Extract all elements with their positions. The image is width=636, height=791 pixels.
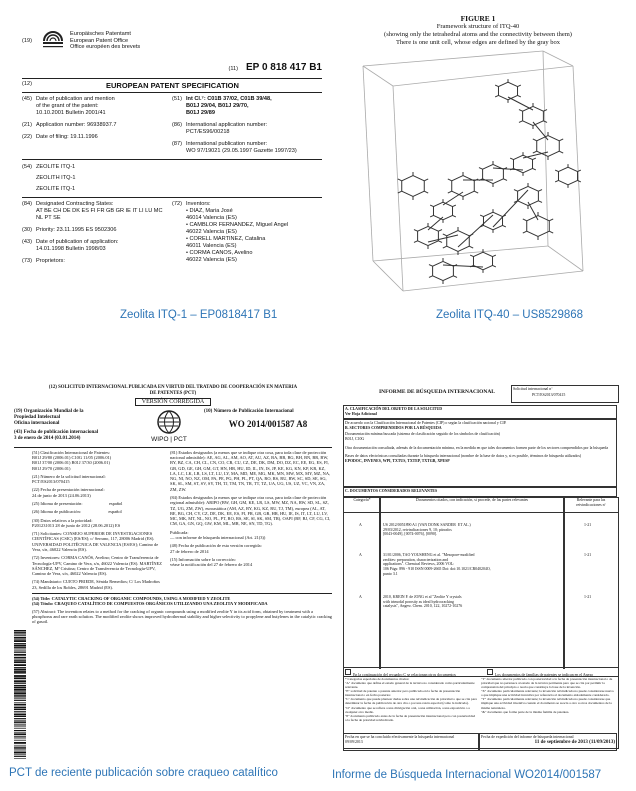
pct-publication-document — [14, 385, 332, 765]
ep-field-84: (84) Designated Contracting States: AT BE CH DE DK ES FI FR GB GR IE IT LI LU MC NL PT SE — [22, 200, 163, 221]
title-de: ZEOLITH ITQ-1 — [36, 174, 76, 181]
caption-pct: PCT de reciente publicación sobre craqueo catalítico — [9, 767, 278, 779]
isr-appnum-box: Solicitud internacional nº PCT/ES2013/070415 — [511, 385, 619, 403]
title-fr: ZEOLITE ITQ-1 — [36, 185, 76, 192]
ep-field-73: (73) Proprietors: — [22, 257, 65, 264]
pct-title-es: (54) Título: CRAQUEO CATALÍTICO DE COMPUESTOS ORGÁNICOS UTILIZANDO UNA ZEOLITA Y MODIFICADA — [32, 601, 268, 607]
pct-fields-right: (81) Estados designados (a menos que se indique otra cosa, para toda clase de protección nacional admisible): AE, AG, AL, AM, AO, AT, AU, AZ, BA, BB, BG, BH, BN, BR, BW, BY, BZ, CA, CH, CL, CN, CO, CR, CU, CZ, DE, DK, DM, DO, DZ, EC, EE, EG, ES, FI, GB, GD, GE, GH, GM, GT, HN, HR, HU, ID, IL, IN, IS, JP, KE, KG, KN, KP, KR, KZ, LA, LC, LK, LR, LS, LT, LU, LY, MA, MD, ME, MG, MK, MN, MW, MX, MY, MZ, NA, NG, NI, NO, NZ, OM, PA, PE, PG, PH, PL, PT, QA, RO, RS, RU, RW, SC, SD, SE, SG, SK, SL, SM, ST, SV, SY, TH, TJ, TM, TN, TR, TT, TZ, UA, UG, US, UZ, VC, VN, ZA, ZM, ZW. (84) Estados designados (a menos que se indique otra cosa, para toda clase de protección regional admisible): ARIPO (BW, GH, GM, KE, LR, LS, MW, MZ, NA, RW, SD, SL, SZ, TZ, UG, ZM, ZW), euroasiática (AM, AZ, BY, KG, KZ, RU, TJ, TM), europea (AL, AT, BE, BG, CH, CY, CZ, DE, DK, EE, ES, FI, FR, GB, GR, HR, HU, IE, IS, IT, LT, LU, LV, MC, MK, MT, NL, NO, PL, PT, RO, RS, SE, SI, SK, SM, TR), OAPI (BF, BJ, CF, CG, CI, CM, GA, GN, GQ, GW, KM, ML, MR, NE, SN, TD, TG). Publicada: — con informe de búsqueda internacional (Art. 21(3)) (48) Fecha de publicación de esta versión corregida: 27 de febrero de 2014 (15) Información sobre la corrección: véase la notificación del 27 de febrero de 2014 — [170, 449, 331, 568]
itq40-figure — [333, 14, 623, 304]
th-relevant: Relevante para las reivindicaciones nº — [563, 497, 619, 513]
figure-subtitle: Framework structure of ITQ-40 (showing only the tetrahedral atoms and the connectivity between them) There is one unit cell, whose edges are defined by the gray box — [384, 23, 572, 46]
ep-patent-number: EP 0 818 417 B1 — [246, 62, 322, 73]
office-line-en: European Patent Office — [70, 37, 129, 44]
corrected-version-badge: VERSIÓN CORREGIDA — [135, 398, 212, 406]
ep-field-72: (72) Inventors: • DIAZ, Maria José 46014 Valencia (ES) • CAMBLOR FERNANDEZ, Miguel Angel 46022 Valencia (ES) • CORELL MARTINEZ, Catalina 46011 Valencia (ES) • CORMA CANOS, Avelino 46022 Valencia (ES) — [172, 200, 289, 263]
ep-code-12: (12) — [22, 80, 32, 87]
caption-us: Zeolita ITQ-40 – US8529868 — [436, 309, 584, 321]
isr-categories-left: * Categorías especiales de documentos citados: "A" documento que define el estado general de la técnica no considerado como particularmente relevante. "E" solicitud de patente o patente anterior pero publicada en la fecha de presentación internacional o en fecha posterior. "L" documento que puede plantear dudas sobre una reivindicación de prioridad o que se cita para determinar la fecha de publicación de otra cita o por una razón especial (como la indicada). "O" documento que se refiere a una divulgación oral, a una utilización, a una exposición o a cualquier otro medio. "P" documento publicado antes de la fecha de presentación internacional pero con posterioridad a la fecha de prioridad reivindicada. — [345, 677, 477, 722]
ep-office-names — [70, 31, 140, 52]
continuation-checkbox — [345, 669, 351, 675]
pct-abstract: (57) Abstract: The invention relates to a method for the cracking of organic compounds using a modified zeolite Y in its acid form, obtained by treatment with a phosphorus and rare earth solution. The modified zeolite shows improved hydrothermal stability and higher selectivity to propylene and butylenes in the catalytic cracking of gasoil. — [32, 608, 332, 625]
ep-field-87: (87) International publication number: WO 97/19021 (29.05.1997 Gazette 1997/23) — [172, 140, 297, 154]
ep-field-30: (30) Priority: 23.11.1995 ES 9502306 — [22, 226, 117, 233]
office-line-de: Europäisches Patentamt — [70, 30, 131, 37]
th-documents: Documentos citados, con indicación, si procede, de las partes relevantes — [379, 497, 565, 513]
ep-field-22: (22) Date of filing: 19.11.1996 — [22, 133, 98, 140]
isr-categories-right: "T" documento ulterior publicado con posterioridad a la fecha de presentación internacional o de prioridad que no pertenece al estado de la técnica pertinente pero que se cita por permitir la comprensión del principio o teoría que constituye la base de la invención. "X" documento particularmente relevante; la invención reivindicada no puede considerarse nueva o que implique una actividad inventiva por referencia al documento aisladamente considerado. "Y" documento particularmente relevante; la invención reivindicada no puede considerarse que implique una actividad inventiva cuando el documento se asocia a otro u otros documentos de la misma naturaleza. "&" documento que forma parte de la misma familia de patentes. — [481, 677, 614, 714]
wipo-pct-label: WIPO | PCT — [151, 435, 187, 443]
wipo-logo-icon — [154, 409, 184, 435]
isr-section-b: De acuerdo con la Clasificación Internacional de Patentes (CIP) o según la clasificación nacional y CIP. B. SECTORES COMPRENDIDOS POR LA BÚSQUEDA Documentación mínima buscada (sistema de clasificación seguido de los símbolos de clasificación) B01J, C10G Otra documentación consultada, además de la documentación mínima, en la medida en que tales documentos formen parte de los sectores comprendidos por la búsqueda Bases de datos electrónicas consultadas durante la búsqueda internacional (nombre de la base de datos y, si es posible, términos de búsqueda utilizados) EPODOC, INVENES, WPI, TXTUS, TXTEP, TXTGB, XPESP — [343, 419, 617, 487]
figure-title: FIGURE 1 — [460, 14, 496, 23]
pct-pubnum-label: (10) Número de Publicación Internacional — [204, 408, 294, 414]
ep-invention-titles: (54) ZEOLITE ITQ-1 ZEOLITH ITQ-1 ZEOLITE ITQ-1 — [22, 163, 76, 192]
pct-pubdate: (43) Fecha de publicación internacional 3 de enero de 2014 (03.01.2014) — [14, 429, 99, 441]
ep-code-19: (19) — [22, 37, 32, 44]
office-line-fr: Office européen des brevets — [70, 44, 141, 51]
title-en: ZEOLITE ITQ-1 — [36, 163, 76, 170]
caption-isr: Informe de Búsqueda Internacional WO2014/001587 — [332, 769, 602, 781]
family-checkbox — [487, 669, 493, 675]
pct-org: (19) Organización Mundial de la Propiedad Intelectual Oficina internacional — [14, 408, 84, 426]
ep-field-51: (51) Int Cl.⁷: C01B 37/02, C01B 39/48, B01J 29/04, B01J 29/70, B01J 29/89 — [172, 95, 272, 116]
isr-title: INFORME DE BÚSQUEDA INTERNACIONAL — [379, 389, 495, 395]
pct-fields-left: (51) Clasificación Internacional de Patentes: B01J 29/80 (2006.01) C10G 11/05 (2006.01) B01J 37/00 (2006.01) B01J 37/30 (2006.01) B01J 29/70 (2006.01) (21) Número de la solicitud internacional: PCT/ES2013/070415 (22) Fecha de presentación internacional: 24 de junio de 2013 (24.06.2013) (25) Idioma de presentación: español (26) Idioma de publicación: español (30) Datos relativos a la prioridad: P201231013 28 de junio de 2012 (28.06.2012) ES (71) Solicitantes: CONSEJO SUPERIOR DE INVESTIGACIONES CIENTÍFICAS (CSIC) [ES/ES]; c/ Serrano, 117, 28006 Madrid (ES). UNIVERSIDAD POLITÉCNICA DE VALENCIA [ES/ES]; Camino de Vera, s/n, 46022 Valencia (ES). (72) Inventores: CORMA CANÓS, Avelino; Centro de Transferencia de Tecnología-UPV, Camino de Vera, s/n, 46022 Valencia (ES). MARTÍNEZ SÁNCHEZ, Mª Cristina; Centro de Transferencia de Tecnología-UPV, Camino de Vera, s/n, 46022 Valencia (ES). (74) Mandatario: CUETO PRIEDE, Sénida Remedios; C/ Los Madroños 23, Sedilla de los Robles, 28691 Madrid (ES). — [32, 449, 162, 590]
ep-field-21: (21) Application number: 96938937.7 — [22, 121, 117, 128]
barcode — [14, 630, 26, 760]
ep-field-86: (86) International application number: PCT/ES96/00218 — [172, 121, 268, 135]
isr-continuation-row: En la continuación del recuadro C se relacionan otros documentos Los documentos de familias de patentes se indican en el Anexo — [343, 667, 619, 677]
ep-field-43: (43) Date of publication of application: 14.01.1998 Bulletin 1998/03 — [22, 238, 119, 252]
isr-report-date: Fecha de expedición del informe de búsqueda internacional 11 de septiembre de 2013 (11/09/2013) — [479, 733, 617, 751]
ep-code-11: (11) — [228, 66, 238, 72]
ep-field-45: (45) Date of publication and mention of the grant of the patent: 10.10.2001 Bulletin 2001/41 — [22, 95, 115, 116]
pct-pubnum: WO 2014/001587 A8 — [228, 418, 308, 429]
caption-ep: Zeolita ITQ-1 – EP0818417 B1 — [120, 309, 278, 321]
epo-logo-icon — [40, 28, 66, 54]
th-category: Categoría* — [343, 497, 381, 513]
framework-structure-drawing — [333, 46, 623, 301]
ep-spec-title: EUROPEAN PATENT SPECIFICATION — [106, 80, 239, 90]
isr-section-a: A. CLASIFICACIÓN DEL OBJETO DE LA SOLICITUD Ver Hoja Adicional — [343, 405, 617, 419]
isr-search-date: Fecha en que se ha concluido efectivamente la búsqueda internacional 09/09/2013 — [343, 733, 479, 751]
isr-section-c: C. DOCUMENTOS CONSIDERADOS RELEVANTES — [343, 487, 617, 497]
ep-patent-document — [22, 28, 322, 308]
search-report-document: INFORME DE BÚSQUEDA INTERNACIONAL Solicitud internacional nº PCT/ES2013/070415 A. CLASIFICACIÓN DEL OBJETO DE LA SOLICITUD Ver Hoja Adicional De acuerdo con la Clasificación Internacional de Patentes (CIP) o según la clasificación nacional y CIP. B. SECTORES COMPRENDIDOS POR LA BÚSQUEDA Documentación mínima buscada (sistema de clasificación seguido de los símbolos de clasificación) B01J, C10G Otra documentación consultada, además de la documentación mínima, en la medida en que tales documentos formen parte de los sectores comprendidos por la búsqueda Bases de datos electrónicas consultadas durante la búsqueda internacional (nombre de la base de datos y, si es posible, términos de búsqueda utilizados) EPODOC, INVENES, WPI, TXTUS, TXTEP, TXTGB, XPESP C. DOCUMENTOS CONSIDERADOS RELEVANTES Categoría* Documentos citados, con indicación, si procede, de las partes relevantes Relevante para las reivindicaciones nº A US 2012/0051890 A1 (VAN DONK SANDER ET AL.) 29/03/2012, reivindicaciones 9, 10; párrafos [0043-0049], [0074-0076], [0090]. 1-21 A 31/01/2006, TAO YOUSHENG et al. "Mesopore-modified zeolites: preparation, characterization and applications". Chemical Reviews, 2006 VOL: 106 Págs: 896 - 910 ISSN 0009-2665 Doi: doi:10.1021/CR040204O, punto 3.1 1-21 A 2010, KREIN F. de JONG et al "Zeolite Y crystals with trimodal porosity as ideal hydrocracking catalysts", Angew. Chem. 2010, 122, 10272-10276 1-21 En la continuación del recuadro C se relacionan otros documentos Los documentos de familias de patentes se indican en el Anexo * Categorías especiales de documentos citados: "A" documento que define el estado general de la técnica no considerado como particularmente relevante. "E" solicitud de patente o patente anterior pero publicada en la fecha de presentación internacional o en fecha posterior. "L" documento que puede plantear dudas sobre una reivindicación de prioridad o que se cita para determinar la fecha de publicación de otra cita o por una razón especial (como la indicada). "O" documento que se refiere a una divulgación oral, a una utilización, a una exposición o a cualquier otro medio. "P" documento publicado antes de la fecha de presentación internacional pero con posterioridad a la fecha de prioridad reivindicada. "T" documento ulterior publicado con posterioridad a la fecha de presentación internacional o de prioridad que no pertenece al estado de la técnica pertinente pero que se cita por permitir la comprensión del principio o teoría que constituye la base de la invención. "X" documento particularmente relevante; la invención reivindicada no puede considerarse nueva o que implique una actividad inventiva por referencia al documento aisladamente considerado. "Y" documento particularmente relevante; la invención reivindicada no puede considerarse que implique una actividad inventiva cuando el documento se asocia a otro u otros documentos de la misma naturaleza. "&" documento que forma parte de la misma familia de patentes. Fecha en que se ha concluido efectivamente la búsqueda internacional 09/09/2013 Fecha de expedición del informe de búsqueda internacional 11 de septiembre de 2013 (11/09/2013) — [339, 383, 624, 766]
pct-title-en: (54) Title: CATALYTIC CRACKING OF ORGANIC COMPOUNDS, USING A MODIFIED Y ZEOLITE — [32, 595, 231, 601]
pct-header: (12) SOLICITUD INTERNACIONAL PUBLICADA EN VIRTUD DEL TRATADO DE COOPERACIÓN EN MATERIA DE PATENTES (PCT) — [48, 385, 298, 396]
